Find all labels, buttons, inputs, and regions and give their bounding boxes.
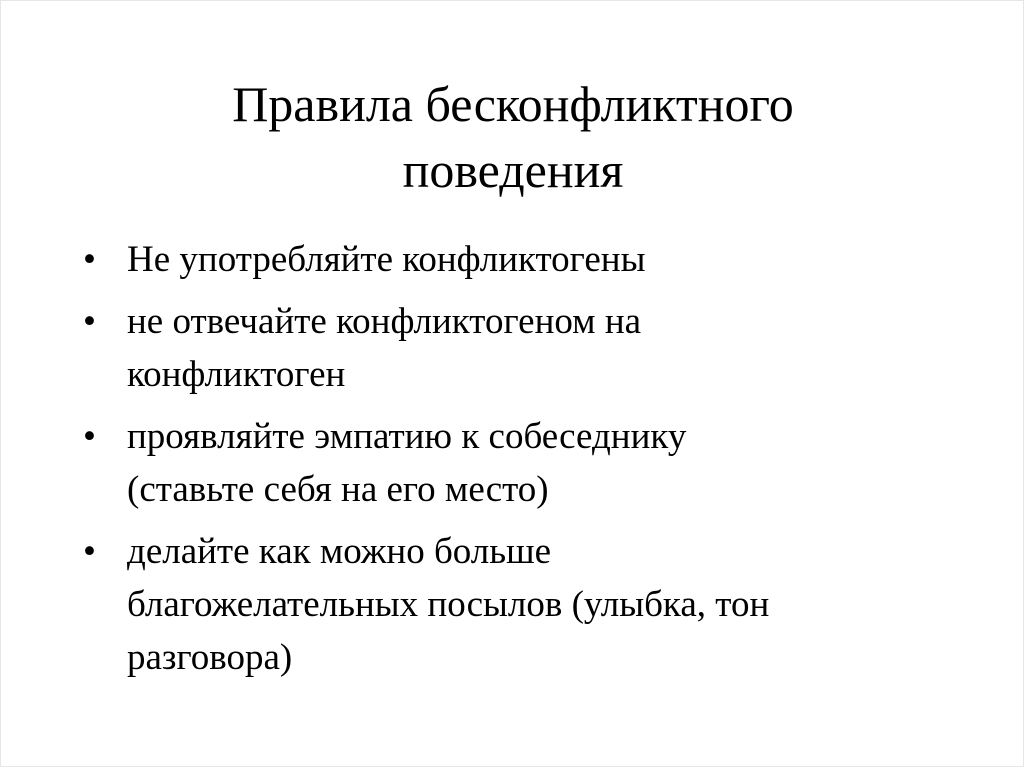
- bullet-text-line: Не употребляйте конфликтогены: [127, 239, 646, 280]
- bullet-text-line: разговора): [127, 637, 293, 678]
- bullet-text-line: конфликтоген: [127, 354, 346, 395]
- bullet-icon: •: [83, 531, 96, 572]
- bullet-list: [83, 233, 963, 693]
- bullet-text-line: (ставьте себя на его место): [127, 469, 549, 510]
- bullet-text-line: делайте как можно больше: [127, 531, 552, 572]
- slide-title-line-2: поведения: [402, 142, 624, 198]
- slide-title-line-1: Правила бесконфликтного: [232, 76, 794, 132]
- bullet-item-2: [83, 295, 963, 401]
- bullet-icon: •: [83, 239, 96, 280]
- bullet-item-4: [83, 525, 963, 684]
- bullet-icon: •: [83, 301, 96, 342]
- bullet-item-3: [83, 410, 963, 516]
- bullet-item-1: [83, 233, 963, 286]
- bullet-text-line: благожелательных посылов (улыбка, тон: [127, 584, 770, 625]
- bullet-text-line: не отвечайте конфликтогеном на: [127, 301, 642, 342]
- bullet-icon: •: [83, 416, 96, 457]
- bullet-text-line: проявляйте эмпатию к собеседнику: [127, 416, 687, 457]
- slide-title: [61, 71, 965, 203]
